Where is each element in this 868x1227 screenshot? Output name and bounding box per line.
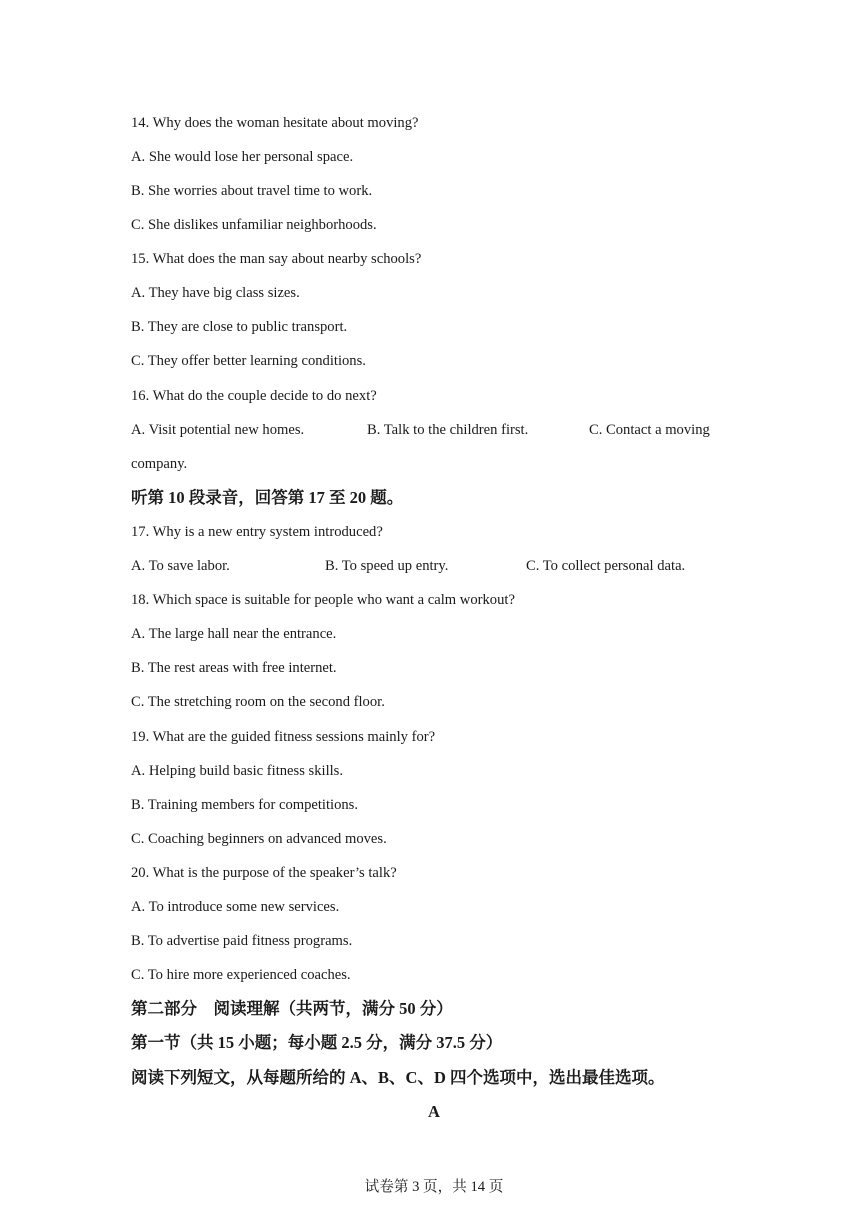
question-15-option-b: B. They are close to public transport. (131, 319, 348, 335)
question-14-option-c: C. She dislikes unfamiliar neighborhoods. (131, 217, 377, 233)
question-20-option-c: C. To hire more experienced coaches. (131, 967, 351, 983)
question-14-option-a: A. She would lose her personal space. (131, 149, 354, 165)
question-18-option-a: A. The large hall near the entrance. (131, 626, 337, 642)
section-10-heading: 听第 10 段录音，回答第 17 至 20 题。 (131, 488, 404, 507)
question-18-option-b: B. The rest areas with free internet. (131, 660, 337, 676)
question-15-option-c: C. They offer better learning conditions. (131, 353, 366, 369)
question-16-option-c: C. Contact a moving (589, 422, 710, 438)
part-2-heading: 第二部分 阅读理解（共两节，满分 50 分） (131, 999, 453, 1018)
question-14-stem: 14. Why does the woman hesitate about moving? (131, 115, 419, 131)
question-15-option-a: A. They have big class sizes. (131, 285, 300, 301)
question-17-option-b: B. To speed up entry. (325, 558, 449, 574)
question-19-option-c: C. Coaching beginners on advanced moves. (131, 831, 387, 847)
question-16-option-b: B. Talk to the children first. (367, 422, 529, 438)
passage-label: A (428, 1102, 440, 1121)
question-19-stem: 19. What are the guided fitness sessions mainly for? (131, 729, 436, 745)
part-2-section-1-heading: 第一节（共 15 小题；每小题 2.5 分，满分 37.5 分） (131, 1033, 503, 1052)
question-14-option-b: B. She worries about travel time to work. (131, 183, 373, 199)
question-20-option-b: B. To advertise paid fitness programs. (131, 933, 353, 949)
question-20-option-a: A. To introduce some new services. (131, 899, 340, 915)
question-20-stem: 20. What is the purpose of the speaker’s talk? (131, 865, 397, 881)
reading-instruction: 阅读下列短文，从每题所给的 A、B、C、D 四个选项中，选出最佳选项。 (131, 1068, 665, 1087)
question-17-option-c: C. To collect personal data. (526, 558, 686, 574)
question-16-option-c-continued: company. (131, 456, 188, 472)
page-footer: 试卷第 3 页，共 14 页 (364, 1179, 504, 1195)
question-18-stem: 18. Which space is suitable for people who want a calm workout? (131, 592, 515, 608)
question-16-option-a: A. Visit potential new homes. (131, 422, 305, 438)
question-19-option-b: B. Training members for competitions. (131, 797, 359, 813)
question-18-option-c: C. The stretching room on the second floor. (131, 694, 385, 710)
question-17-stem: 17. Why is a new entry system introduced? (131, 524, 383, 540)
question-19-option-a: A. Helping build basic fitness skills. (131, 763, 344, 779)
question-17-option-a: A. To save labor. (131, 558, 230, 574)
question-16-stem: 16. What do the couple decide to do next? (131, 388, 377, 404)
question-15-stem: 15. What does the man say about nearby schools? (131, 251, 422, 267)
